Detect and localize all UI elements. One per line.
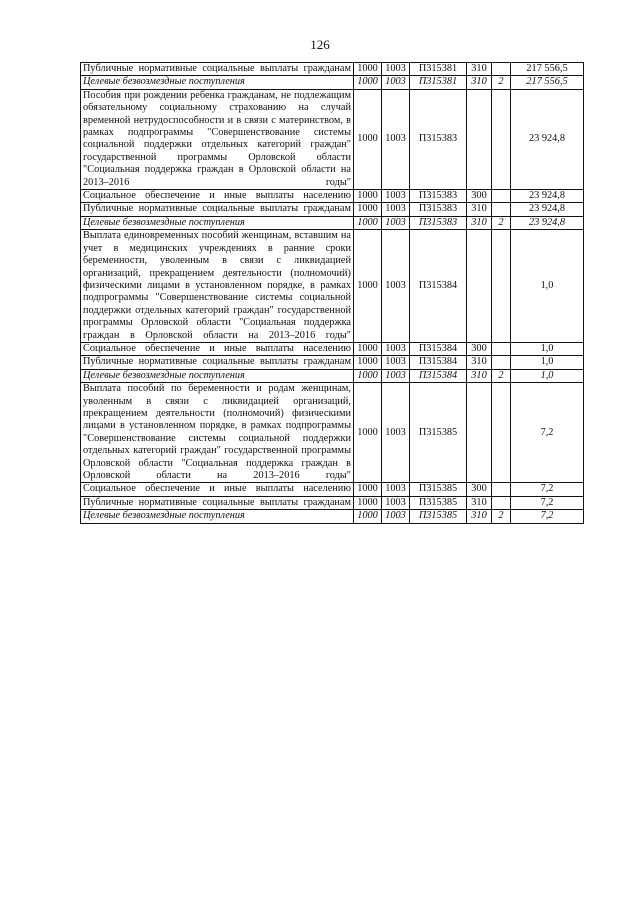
row-amount: 7,2 bbox=[511, 383, 584, 483]
row-section: 1000 bbox=[354, 383, 382, 483]
row-expense-type bbox=[467, 383, 492, 483]
row-amount: 1,0 bbox=[511, 369, 584, 382]
row-subsection: 1003 bbox=[382, 216, 410, 229]
row-source-code bbox=[492, 89, 511, 189]
row-section: 1000 bbox=[354, 483, 382, 496]
row-target-code: П315384 bbox=[410, 356, 467, 369]
row-section: 1000 bbox=[354, 63, 382, 76]
table-row bbox=[81, 76, 584, 89]
table-row bbox=[81, 496, 584, 509]
row-expense-type bbox=[467, 230, 492, 343]
row-name: Социальное обеспечение и иные выплаты населению bbox=[81, 483, 354, 496]
row-target-code: П315385 bbox=[410, 496, 467, 509]
row-source-code: 2 bbox=[492, 216, 511, 229]
row-section: 1000 bbox=[354, 230, 382, 343]
row-expense-type: 310 bbox=[467, 216, 492, 229]
budget-table bbox=[80, 62, 584, 524]
row-target-code: П315385 bbox=[410, 483, 467, 496]
row-name: Публичные нормативные социальные выплаты гражданам bbox=[81, 496, 354, 509]
row-subsection: 1003 bbox=[382, 89, 410, 189]
row-amount: 7,2 bbox=[511, 510, 584, 523]
row-amount: 23 924,8 bbox=[511, 89, 584, 189]
row-target-code: П315381 bbox=[410, 63, 467, 76]
table-row bbox=[81, 369, 584, 382]
table-row bbox=[81, 63, 584, 76]
row-target-code: П315384 bbox=[410, 342, 467, 355]
row-section: 1000 bbox=[354, 356, 382, 369]
row-name: Публичные нормативные социальные выплаты гражданам bbox=[81, 356, 354, 369]
row-source-code: 2 bbox=[492, 369, 511, 382]
row-expense-type: 300 bbox=[467, 342, 492, 355]
row-target-code: П315383 bbox=[410, 203, 467, 216]
row-source-code bbox=[492, 496, 511, 509]
row-source-code bbox=[492, 203, 511, 216]
table-row bbox=[81, 216, 584, 229]
row-name: Выплата пособий по беременности и родам женщинам, уволенным в связи с ликвидацией организаций, прекращением деятельности (полномочий) физическими лицами в установленном порядке, в рамках подпрограммы "Совершенствование системы социальной поддержки отдельных категорий граждан" государственной программы Орловской области "Социальная поддержка граждан в Орловской области на 2013–2016 годы" bbox=[81, 383, 354, 483]
row-name: Целевые безвозмездные поступления bbox=[81, 510, 354, 523]
row-subsection: 1003 bbox=[382, 369, 410, 382]
row-name: Публичные нормативные социальные выплаты гражданам bbox=[81, 203, 354, 216]
table-row bbox=[81, 230, 584, 343]
row-target-code: П315383 bbox=[410, 190, 467, 203]
row-name: Целевые безвозмездные поступления bbox=[81, 76, 354, 89]
page-number: 126 bbox=[310, 37, 330, 52]
row-name: Социальное обеспечение и иные выплаты населению bbox=[81, 342, 354, 355]
row-subsection: 1003 bbox=[382, 496, 410, 509]
row-amount: 7,2 bbox=[511, 496, 584, 509]
row-section: 1000 bbox=[354, 216, 382, 229]
table-row bbox=[81, 510, 584, 523]
row-target-code: П315384 bbox=[410, 369, 467, 382]
row-name: Целевые безвозмездные поступления bbox=[81, 216, 354, 229]
row-amount: 7,2 bbox=[511, 483, 584, 496]
row-section: 1000 bbox=[354, 190, 382, 203]
row-name: Социальное обеспечение и иные выплаты населению bbox=[81, 190, 354, 203]
row-target-code: П315385 bbox=[410, 383, 467, 483]
row-amount: 1,0 bbox=[511, 230, 584, 343]
row-subsection: 1003 bbox=[382, 63, 410, 76]
row-amount: 23 924,8 bbox=[511, 190, 584, 203]
table-row bbox=[81, 483, 584, 496]
row-amount: 1,0 bbox=[511, 342, 584, 355]
row-subsection: 1003 bbox=[382, 356, 410, 369]
row-expense-type: 310 bbox=[467, 356, 492, 369]
row-source-code bbox=[492, 383, 511, 483]
row-amount: 23 924,8 bbox=[511, 216, 584, 229]
row-expense-type: 300 bbox=[467, 190, 492, 203]
row-subsection: 1003 bbox=[382, 383, 410, 483]
row-target-code: П315385 bbox=[410, 510, 467, 523]
row-name: Публичные нормативные социальные выплаты гражданам bbox=[81, 63, 354, 76]
budget-table-body bbox=[81, 63, 584, 524]
row-section: 1000 bbox=[354, 89, 382, 189]
row-source-code: 2 bbox=[492, 76, 511, 89]
row-amount: 217 556,5 bbox=[511, 63, 584, 76]
row-expense-type: 310 bbox=[467, 63, 492, 76]
row-source-code bbox=[492, 483, 511, 496]
row-expense-type: 310 bbox=[467, 203, 492, 216]
table-row bbox=[81, 190, 584, 203]
row-expense-type: 310 bbox=[467, 510, 492, 523]
row-section: 1000 bbox=[354, 369, 382, 382]
table-row bbox=[81, 356, 584, 369]
row-name: Выплата единовременных пособий женщинам, вставшим на учет в медицинских учреждениях в ранние сроки беременности, уволенным в связи с ликвидацией организаций, прекращением деятельности (полномочий) физическими лицами в установленном порядке, в рамках подпрограммы "Совершенствование системы социальной поддержки отдельных категорий граждан" государственной программы Орловской области "Социальная поддержка граждан в Орловской области на 2013–2016 годы" bbox=[81, 230, 354, 343]
row-subsection: 1003 bbox=[382, 203, 410, 216]
row-expense-type: 310 bbox=[467, 496, 492, 509]
table-row bbox=[81, 89, 584, 189]
row-source-code bbox=[492, 63, 511, 76]
row-source-code bbox=[492, 190, 511, 203]
row-expense-type: 300 bbox=[467, 483, 492, 496]
row-expense-type: 310 bbox=[467, 76, 492, 89]
row-name: Пособия при рождении ребенка гражданам, не подлежащим обязательному социальному страхованию на случай временной нетрудоспособности и в связи с материнством, в рамках подпрограммы "Совершенствование системы социальной поддержки отдельных категорий граждан" государственной программы Орловской области "Социальная поддержка граждан в Орловской области на 2013–2016 годы" bbox=[81, 89, 354, 189]
row-target-code: П315384 bbox=[410, 230, 467, 343]
row-subsection: 1003 bbox=[382, 342, 410, 355]
row-subsection: 1003 bbox=[382, 190, 410, 203]
row-source-code: 2 bbox=[492, 510, 511, 523]
row-target-code: П315383 bbox=[410, 89, 467, 189]
table-row bbox=[81, 342, 584, 355]
row-section: 1000 bbox=[354, 76, 382, 89]
row-expense-type: 310 bbox=[467, 369, 492, 382]
table-row bbox=[81, 383, 584, 483]
row-amount: 1,0 bbox=[511, 356, 584, 369]
row-subsection: 1003 bbox=[382, 510, 410, 523]
row-target-code: П315381 bbox=[410, 76, 467, 89]
row-subsection: 1003 bbox=[382, 230, 410, 343]
row-source-code bbox=[492, 356, 511, 369]
row-section: 1000 bbox=[354, 203, 382, 216]
table-row bbox=[81, 203, 584, 216]
row-amount: 23 924,8 bbox=[511, 203, 584, 216]
row-source-code bbox=[492, 230, 511, 343]
row-target-code: П315383 bbox=[410, 216, 467, 229]
row-section: 1000 bbox=[354, 510, 382, 523]
row-expense-type bbox=[467, 89, 492, 189]
row-subsection: 1003 bbox=[382, 483, 410, 496]
row-section: 1000 bbox=[354, 342, 382, 355]
row-name: Целевые безвозмездные поступления bbox=[81, 369, 354, 382]
row-section: 1000 bbox=[354, 496, 382, 509]
row-subsection: 1003 bbox=[382, 76, 410, 89]
row-source-code bbox=[492, 342, 511, 355]
row-amount: 217 556,5 bbox=[511, 76, 584, 89]
